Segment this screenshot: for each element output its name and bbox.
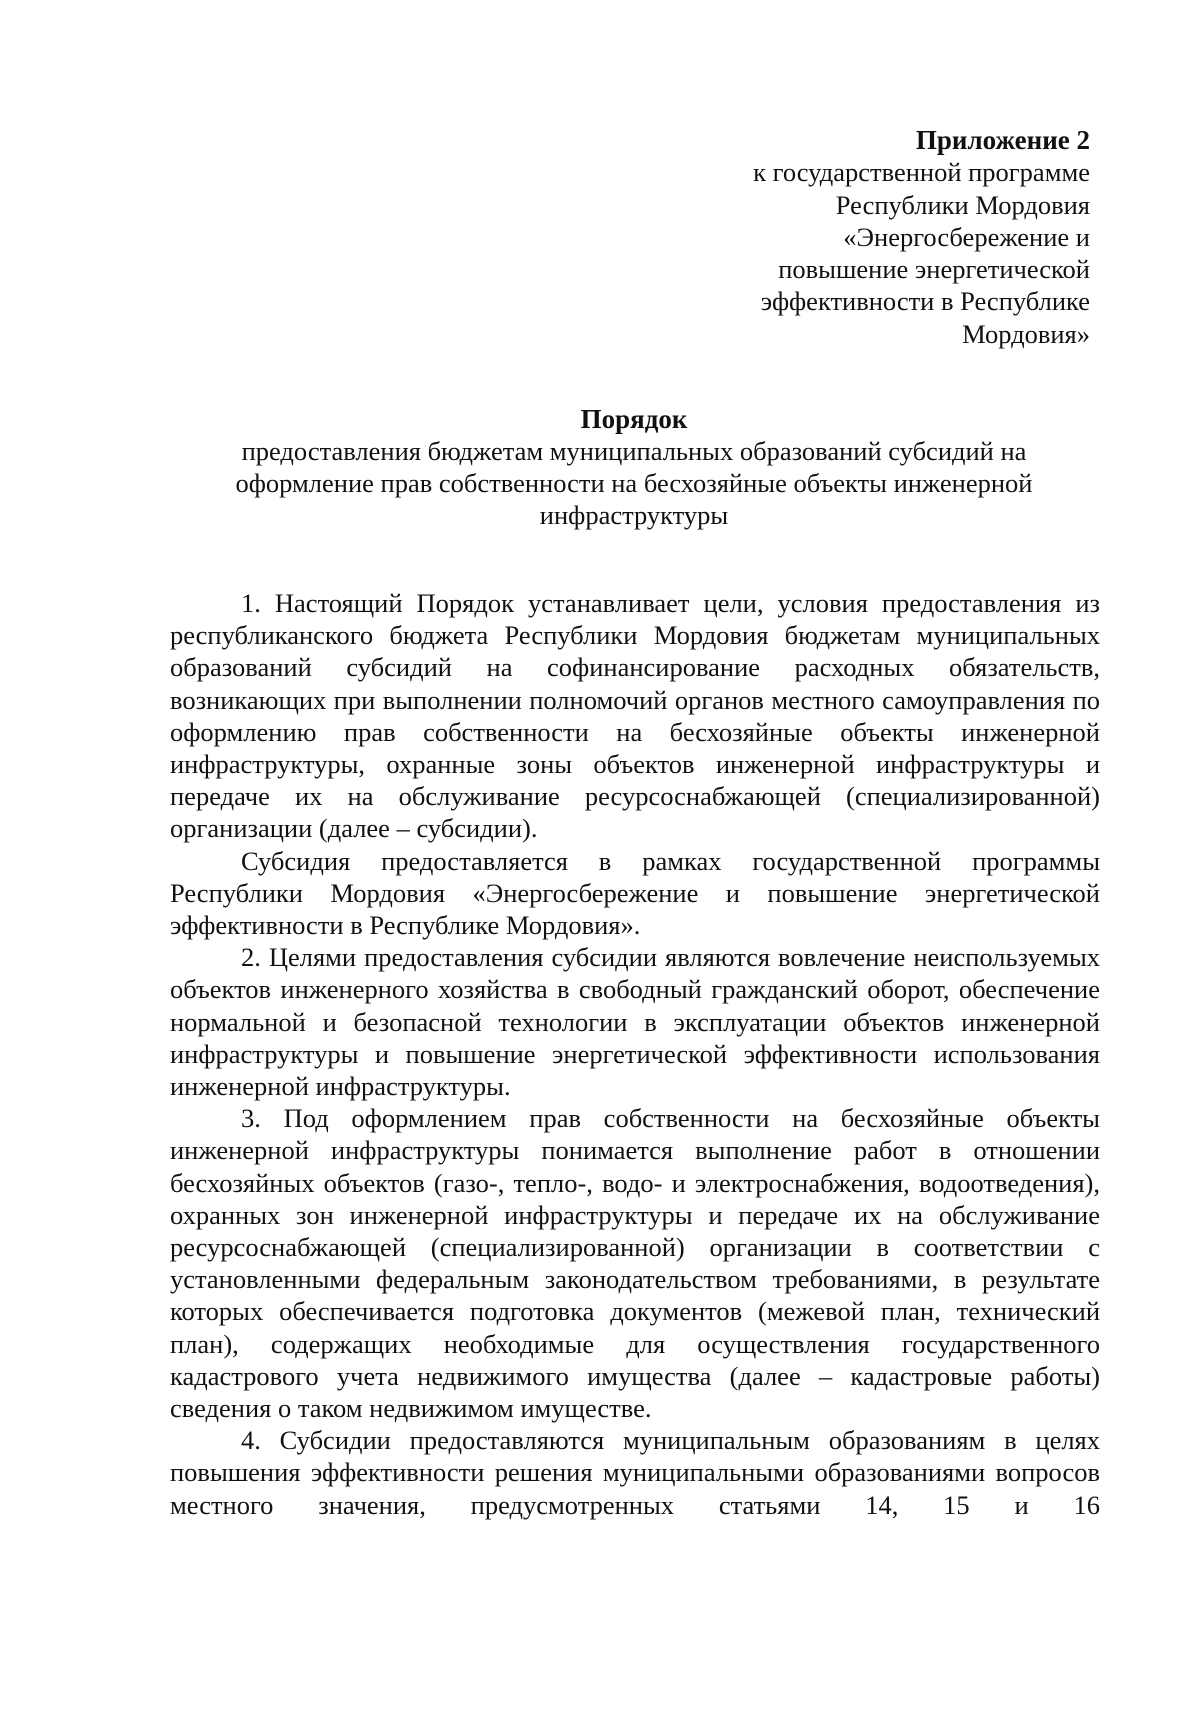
appendix-title: Приложение 2 <box>915 125 1090 155</box>
appendix-line: к государственной программе <box>753 157 1090 188</box>
appendix-line: «Энергосбережение и <box>843 221 1090 252</box>
document-body <box>170 587 1100 1521</box>
appendix-line: Республики Мордовия <box>835 189 1090 220</box>
heading-line: предоставления бюджетам муниципальных образований субсидий на <box>241 436 1027 466</box>
paragraph-4: 4. Субсидии предоставляются муниципальным образованиям в целях повышения эффективности решения муниципальными образованиями вопросов местного значения, предусмотренных статьями 14, 15 и 16 <box>170 1425 1100 1520</box>
heading-line: инфраструктуры <box>539 500 729 530</box>
document-heading <box>170 403 1098 531</box>
appendix-line: Мордовия» <box>962 318 1090 349</box>
paragraph-1: 1. Настоящий Порядок устанавливает цели, условия предоставления из республиканского бюджета Республики Мордовия бюджетам муниципальных образований субсидий на софинансирование расходных обязательств, возникающих при выполнении полномочий органов местного самоуправления по оформлению прав собственности на бесхозяйные объекты инженерной инфраструктуры, охранные зоны объектов инженерной инфраструктуры и передаче их на обслуживание ресурсоснабжающей (специализированной) организации (далее – субсидии). <box>170 588 1100 844</box>
heading-line: оформление прав собственности на бесхозяйные объекты инженерной <box>235 468 1033 498</box>
appendix-line: повышение энергетической <box>778 254 1090 285</box>
appendix-line: эффективности в Республике <box>760 286 1090 317</box>
heading-title: Порядок <box>580 404 688 434</box>
paragraph-3: 3. Под оформлением прав собственности на бесхозяйные объекты инженерной инфраструктуры понимается выполнение работ в отношении бесхозяйных объектов (газо-, тепло-, водо- и электроснабжения, водоотведения), охранных зон инженерной инфраструктуры и передаче их на обслуживание ресурсоснабжающей (специализированной) организации в соответствии с установленными федеральным законодательством требованиями, в результате которых обеспечивается подготовка документов (межевой план, технический план), содержащих необходимые для осуществления государственного кадастрового учета недвижимого имущества (далее – кадастровые работы) сведения о таком недвижимом имуществе. <box>170 1103 1100 1424</box>
appendix-block <box>670 124 1090 350</box>
paragraph-1-subsidy: Субсидия предоставляется в рамках государственной программы Республики Мордовия «Энергосбережение и повышение энергетической эффективности в Республике Мордовия». <box>170 845 1100 941</box>
paragraph-2: 2. Целями предоставления субсидии являются вовлечение неиспользуемых объектов инженерного хозяйства в свободный гражданский оборот, обеспечение нормальной и безопасной технологии в эксплуатации объектов инженерной инфраструктуры и повышение энергетической эффективности использования инженерной инфраструктуры. <box>170 942 1100 1102</box>
